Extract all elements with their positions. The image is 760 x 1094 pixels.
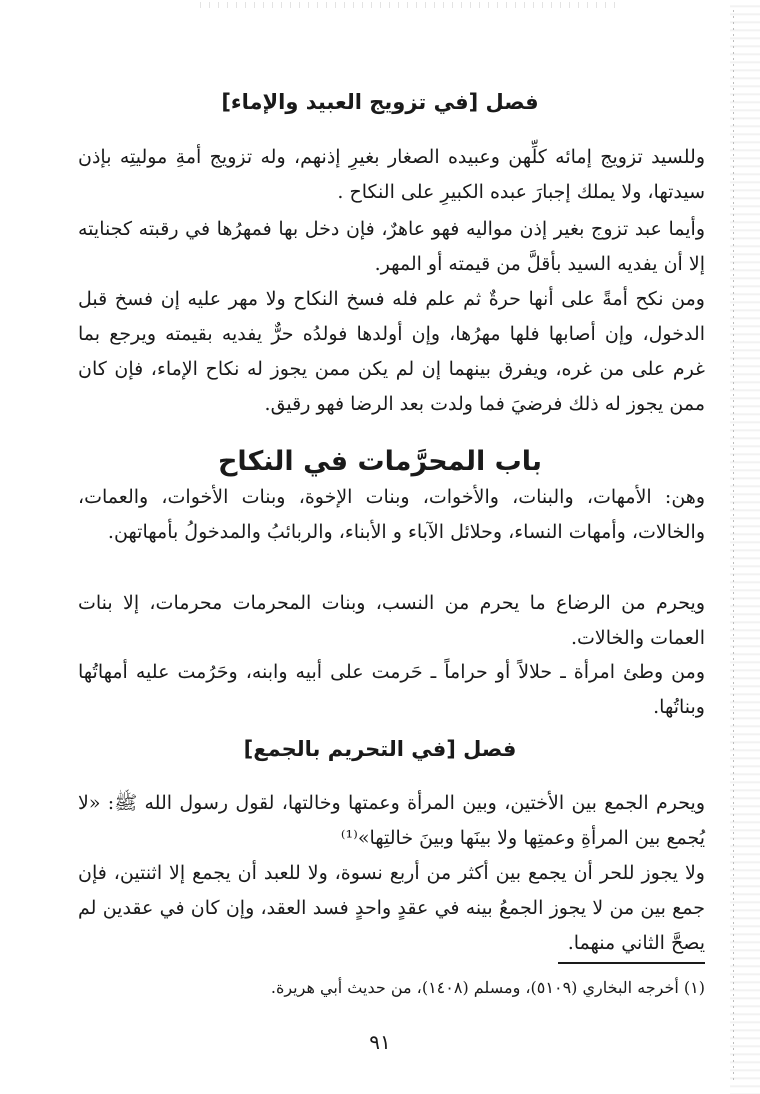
paragraph-master-marrying: وللسيد تزويج إمائه كلِّهن وعبيده الصغار بغيرِ إذنهم، وله تزويج أمةِ موليتِه بإذن سيدتها، ولا يملك إجبارَ عبده الكبيرِ على النكاح .: [78, 146, 705, 203]
paragraph-intercourse: ومن وطئ امرأة ـ حلالاً أو حراماً ـ حَرمت على أبيه وابنه، وحَرُمت عليه أمهاتُها وبناتُها.: [78, 661, 705, 718]
paragraph-marrying-slave-as-free: ومن نكح أمةً على أنها حرةٌ ثم علم فله فسخ النكاح ولا مهر عليه إن فسخ قبل الدخول، وإن أصابها فلها مهرُها، وإن أولدها فولدُه حرٌّ يفديه بقيمته ويرجع بما غرم على من غره، ويفرق بينهما إن لم يكن ممن يجوز له نكاح الإماء، فإن كان ممن يجوز له ذلك فرضيَ فما ولدت بعد الرضا فهو رقيق.: [78, 288, 705, 415]
paragraph-combining-sisters: ويحرم الجمع بين الأختين، وبين المرأة وعمتها وخالتها، لقول رسول الله ﷺ: «لا يُجمع بين المرأةِ وعمتِها ولا بينَها وبينَ خالتِها»⁽¹⁾: [78, 792, 705, 849]
paragraph-slave-without-permission: وأيما عبد تزوج بغير إذن مواليه فهو عاهرٌ، فإن دخل بها فمهرُها في رقبته كجنايته إلا أن يفديه السيد بأقلَّ من قيمته أو المهر.: [78, 218, 705, 275]
paragraph-list-of-prohibited: وهن: الأمهات، والبنات، والأخوات، وبنات الإخوة، وبنات الأخوات، والعمات، والخالات، وأمهات النساء، وحلائل الآباء و الأبناء، والربائبُ والمدخولُ بأمهاتهن.: [78, 486, 705, 543]
footnote-separator: [558, 962, 705, 964]
binding-line: [733, 10, 734, 1080]
page-number: ٩١: [369, 1030, 391, 1054]
paragraph-number-of-wives: ولا يجوز للحر أن يجمع بين أكثر من أربع نسوة، ولا للعبد أن يجمع إلا اثنتين، فإن جمع بين من لا يجوز الجمعُ بينه في عقدٍ واحدٍ فسد العقد، وإن كان في عقدين لم يصحَّ الثاني منهما.: [78, 862, 705, 954]
paragraph-nursing: ويحرم من الرضاع ما يحرم من النسب، وبنات المحرمات محرمات، إلا بنات العمات والخالات.: [78, 592, 705, 649]
section-heading-combining: فصل [في التحريم بالجمع]: [243, 737, 517, 761]
scan-specks: [200, 2, 620, 8]
footnote: (١) أخرجه البخاري (٥١٠٩)، ومسلم (١٤٠٨)، من حديث أبي هريرة.: [270, 978, 705, 997]
section-heading-slaves-marriage: فصل [في تزويج العبيد والإماء]: [221, 90, 539, 114]
chapter-heading-prohibited-women: باب المحرَّمات في النكاح: [217, 446, 543, 477]
binding-edge: [730, 0, 760, 1094]
